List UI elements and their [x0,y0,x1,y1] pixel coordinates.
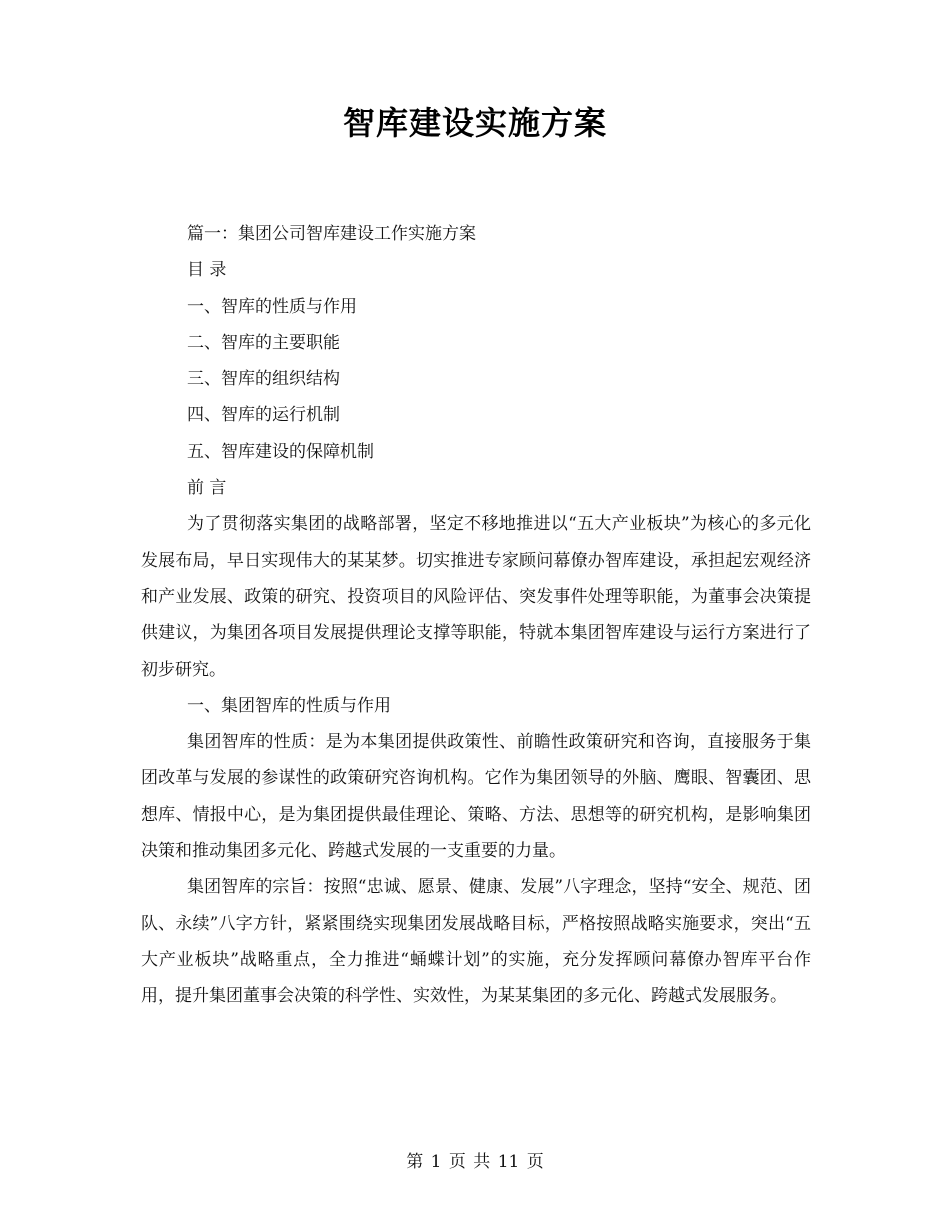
toc-item-2: 二、智库的主要职能 [187,332,340,353]
purpose-paragraph: 集团智库的宗旨：按照“忠诚、愿景、健康、发展”八字理念，坚持“安全、规范、团队、永续”八字方针，紧紧围绕实现集团发展战略目标，严格按照战略实施要求，突出“五大产业板块”战略重点，全力推进“蛹蝶计划”的实施，充分发挥顾问幕僚办智库平台作用，提升集团董事会决策的科学性、实效性，为某某集团的多元化、跨越式发展服务。 [141,877,811,1007]
toc-item-1: 一、智库的性质与作用 [187,296,357,317]
nature-paragraph: 集团智库的性质：是为本集团提供政策性、前瞻性政策研究和咨询，直接服务于集团改革与发展的参谋性的政策研究咨询机构。它作为集团领导的外脑、鹰眼、智囊团、思想库、情报中心，是为集团提供最佳理论、策略、方法、思想等的研究机构，是影响集团决策和推动集团多元化、跨越式发展的一支重要的力量。 [141,732,811,862]
section-heading: 一、集团智库的性质与作用 [187,695,391,716]
preface-paragraph: 为了贯彻落实集团的战略部署，坚定不移地推进以“五大产业板块”为核心的多元化发展布局，早日实现伟大的某某梦。切实推进专家顾问幕僚办智库建设，承担起宏观经济和产业发展、政策的研究、投资项目的风险评估、突发事件处理等职能，为董事会决策提供建议，为集团各项目发展提供理论支撑等职能，特就本集团智库建设与运行方案进行了初步研究。 [141,514,811,680]
toc-heading: 目 录 [187,260,227,281]
toc-item-5: 五、智库建设的保障机制 [187,441,374,462]
toc-item-3: 三、智库的组织结构 [187,369,340,390]
document-body [141,216,811,1015]
toc-item-4: 四、智库的运行机制 [187,405,340,426]
preface-heading: 前 言 [187,478,227,499]
subtitle: 篇一：集团公司智库建设工作实施方案 [187,224,476,244]
page-indicator: 第 1 页 共 11 页 [406,1152,544,1172]
page-title: 智库建设实施方案 [342,104,607,142]
